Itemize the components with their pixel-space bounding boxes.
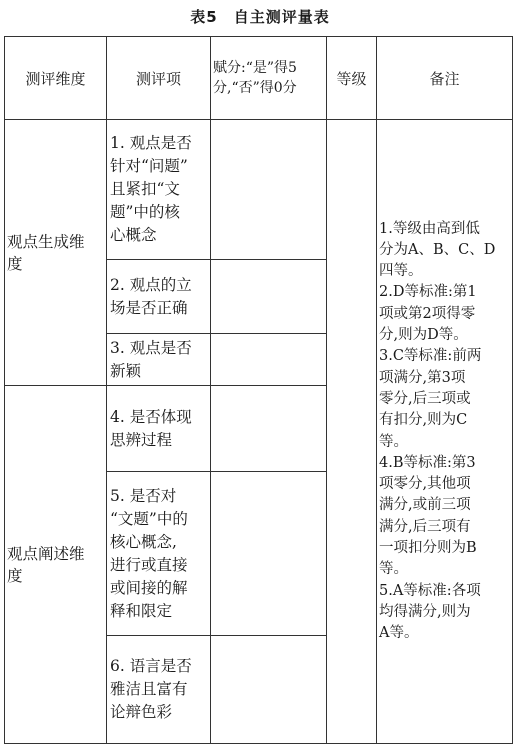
table-row — [5, 120, 513, 260]
item-5: 5. 是否对 “文题”中的 核心概念, 进行或直接 或间接的解 释和限定 — [107, 472, 211, 636]
header-dimension: 测评维度 — [5, 37, 107, 120]
grade-cell — [327, 120, 377, 744]
score-cell-5 — [211, 472, 327, 636]
score-cell-3 — [211, 334, 327, 386]
dimension-elaboration: 观点阐述维 度 — [5, 386, 107, 744]
item-1: 1. 观点是否 针对“问题” 且紧扣“文 题”中的核 心概念 — [107, 120, 211, 260]
item-3: 3. 观点是否 新颖 — [107, 334, 211, 386]
score-cell-4 — [211, 386, 327, 472]
header-item: 测评项 — [107, 37, 211, 120]
self-assessment-table — [4, 36, 513, 744]
item-4: 4. 是否体现 思辨过程 — [107, 386, 211, 472]
score-cell-1 — [211, 120, 327, 260]
score-cell-6 — [211, 636, 327, 744]
item-6: 6. 语言是否 雅洁且富有 论辩色彩 — [107, 636, 211, 744]
header-grade: 等级 — [327, 37, 377, 120]
header-row — [5, 37, 513, 120]
item-2: 2. 观点的立 场是否正确 — [107, 260, 211, 334]
header-score: 赋分:“是”得5 分,“否”得0分 — [211, 37, 327, 120]
score-cell-2 — [211, 260, 327, 334]
table-title: 表5 自主测评量表 — [190, 8, 330, 26]
header-notes: 备注 — [377, 37, 513, 120]
dimension-generation: 观点生成维 度 — [5, 120, 107, 386]
notes-cell: 1.等级由高到低 分为A、B、C、D 四等。 2.D等标准:第1 项或第2项得零 分,则为D等。 3.C等标准:前两 项满分,第3项 零分,后三项或 有扣分,则为C 等。 4.B等标准:第3 项零分,其他项 满分,或前三项 满分,后三项有 一项扣分则为B 等。 5.A等标准:各项 均得满分,则为 A等。 — [377, 120, 513, 744]
